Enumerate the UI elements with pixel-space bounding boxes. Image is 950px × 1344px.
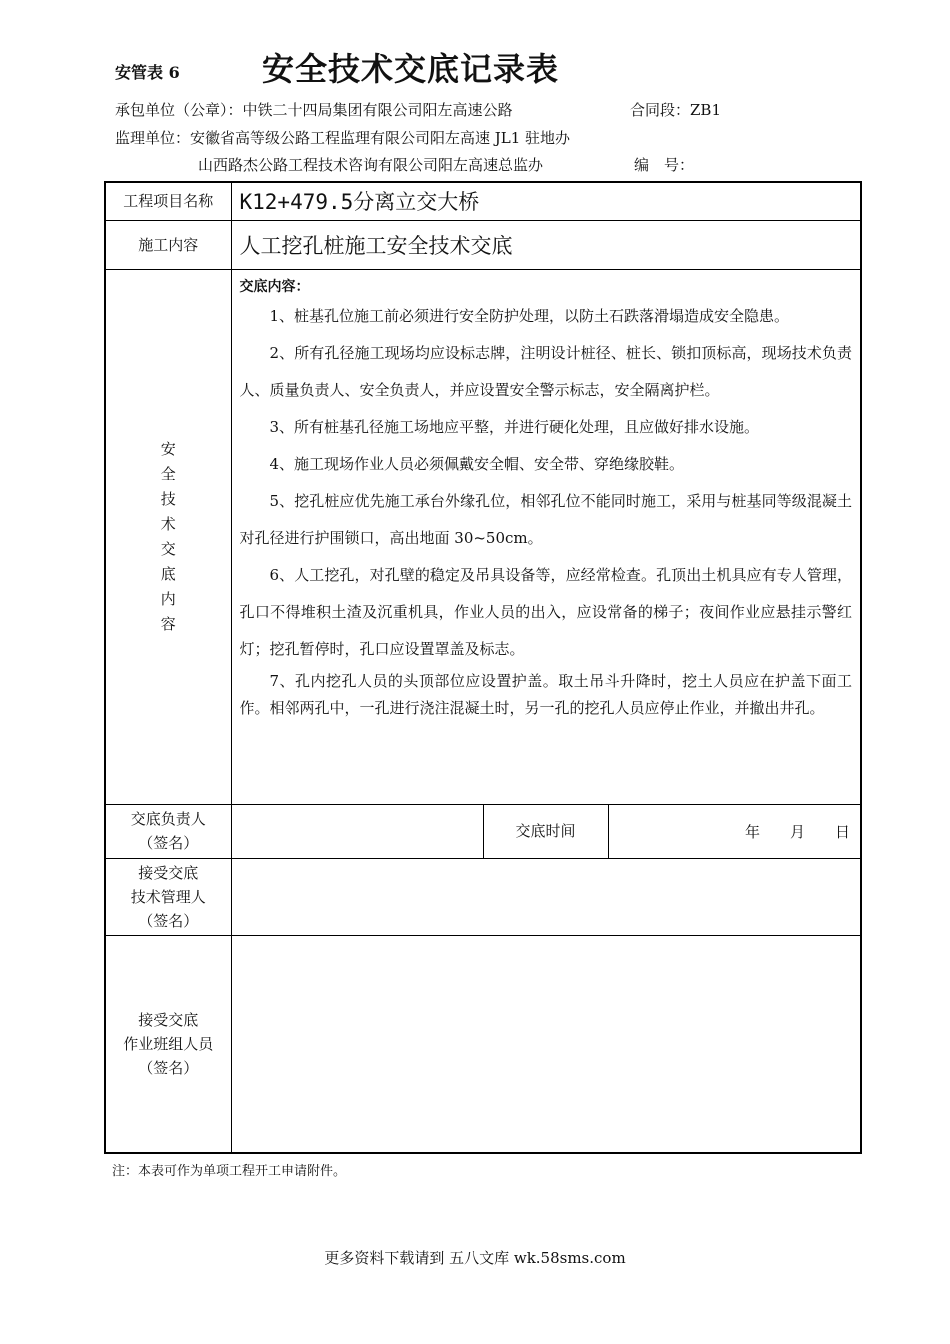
label-line: 交底负责人 (130, 810, 206, 828)
briefing-item: 7、孔内挖孔人员的头顶部位应设置护盖。取土吊斗升降时，挖土人员应在护盖下面工作。相邻两孔中，一孔进行浇注混凝土时，另一孔的挖孔人员应停止作业，并撤出井孔。 (239, 671, 853, 717)
content-heading: 交底内容： (239, 278, 310, 295)
briefing-item: 4、施工现场作业人员必须佩戴安全帽、安全带、穿绝缘胶鞋。 (269, 454, 685, 473)
form-number: 安管表 6 (115, 63, 180, 82)
footer-link[interactable]: 更多资料下载请到 五八文库 wk.58sms.com (324, 1249, 626, 1267)
supervisor-line-1: 监理单位：安徽省高等级公路工程监理有限公司阳左高速 JL1 驻地办 (115, 129, 571, 147)
project-name-label: 工程项目名称 (105, 182, 231, 220)
briefing-item: 2、所有孔径施工现场均应设标志牌，注明设计桩径、桩长、锁扣顶标高，现场技术负责人、质量负责人、安全负责人，并应设置安全警示标志，安全隔离护栏。 (239, 343, 853, 399)
record-table (104, 181, 862, 1154)
briefing-item: 3、所有桩基孔径施工场地应平整，并进行硬化处理，且应做好排水设施。 (269, 417, 760, 436)
label-char: 全 (160, 464, 176, 483)
label-line: （签名） (138, 834, 199, 852)
project-name-value: K12+479.5分离立交大桥 (231, 182, 861, 220)
briefing-item: 1、桩基孔位施工前必须进行安全防护处理，以防土石跌落滑塌造成安全隐患。 (269, 306, 790, 325)
page-title: 安全技术交底记录表 (262, 50, 560, 88)
supervisor-line-2: 山西路杰公路工程技术咨询有限公司阳左高速总监办 (198, 156, 544, 174)
label-char: 交 (160, 539, 176, 558)
label-line: （签名） (138, 1058, 199, 1077)
contractor-line: 承包单位（公章）：中铁二十四局集团有限公司阳左高速公路 (115, 101, 513, 119)
construction-content-value: 人工挖孔桩施工安全技术交底 (231, 220, 861, 269)
crew-members-signature[interactable] (231, 935, 861, 1153)
tech-manager-signature[interactable] (231, 858, 861, 935)
label-line: 接受交底 (138, 1010, 199, 1029)
label-char: 安 (160, 439, 176, 458)
label-char: 内 (160, 589, 176, 608)
label-char: 技 (160, 489, 176, 508)
responsible-label (105, 804, 231, 858)
table-note: 注：本表可作为单项工程开工申请附件。 (112, 1164, 347, 1179)
label-char: 术 (160, 514, 176, 533)
briefing-date[interactable]: 年 月 日 (608, 804, 861, 858)
briefing-content (231, 269, 861, 804)
briefing-item: 5、挖孔桩应优先施工承台外缘孔位，相邻孔位不能同时施工，采用与桩基同等级混凝土对孔径进行护围锁口，高出地面 30~50cm。 (239, 491, 853, 547)
label-line: 接受交底 (138, 863, 199, 882)
briefing-item: 6、人工挖孔，对孔壁的稳定及吊具设备等，应经常检查。孔顶出土机具应有专人管理，孔口不得堆积土渣及沉重机具，作业人员的出入，应设常备的梯子；夜间作业应悬挂示警红灯；挖孔暂停时，孔口应设置罩盖及标志。 (239, 565, 853, 658)
construction-content-label: 施工内容 (105, 220, 231, 269)
briefing-section-label (105, 269, 231, 804)
number-label: 编 号： (634, 156, 695, 174)
responsible-signature[interactable] (231, 804, 483, 858)
briefing-time-label: 交底时间 (483, 804, 608, 858)
label-char: 底 (160, 564, 176, 583)
label-line: 作业班组人员 (123, 1034, 214, 1053)
crew-members-label (105, 935, 231, 1153)
label-line: 技术管理人 (130, 887, 206, 906)
tech-manager-label (105, 858, 231, 935)
label-line: （签名） (138, 911, 199, 930)
contract-section: 合同段：ZB1 (630, 101, 721, 119)
label-char: 容 (160, 614, 176, 633)
